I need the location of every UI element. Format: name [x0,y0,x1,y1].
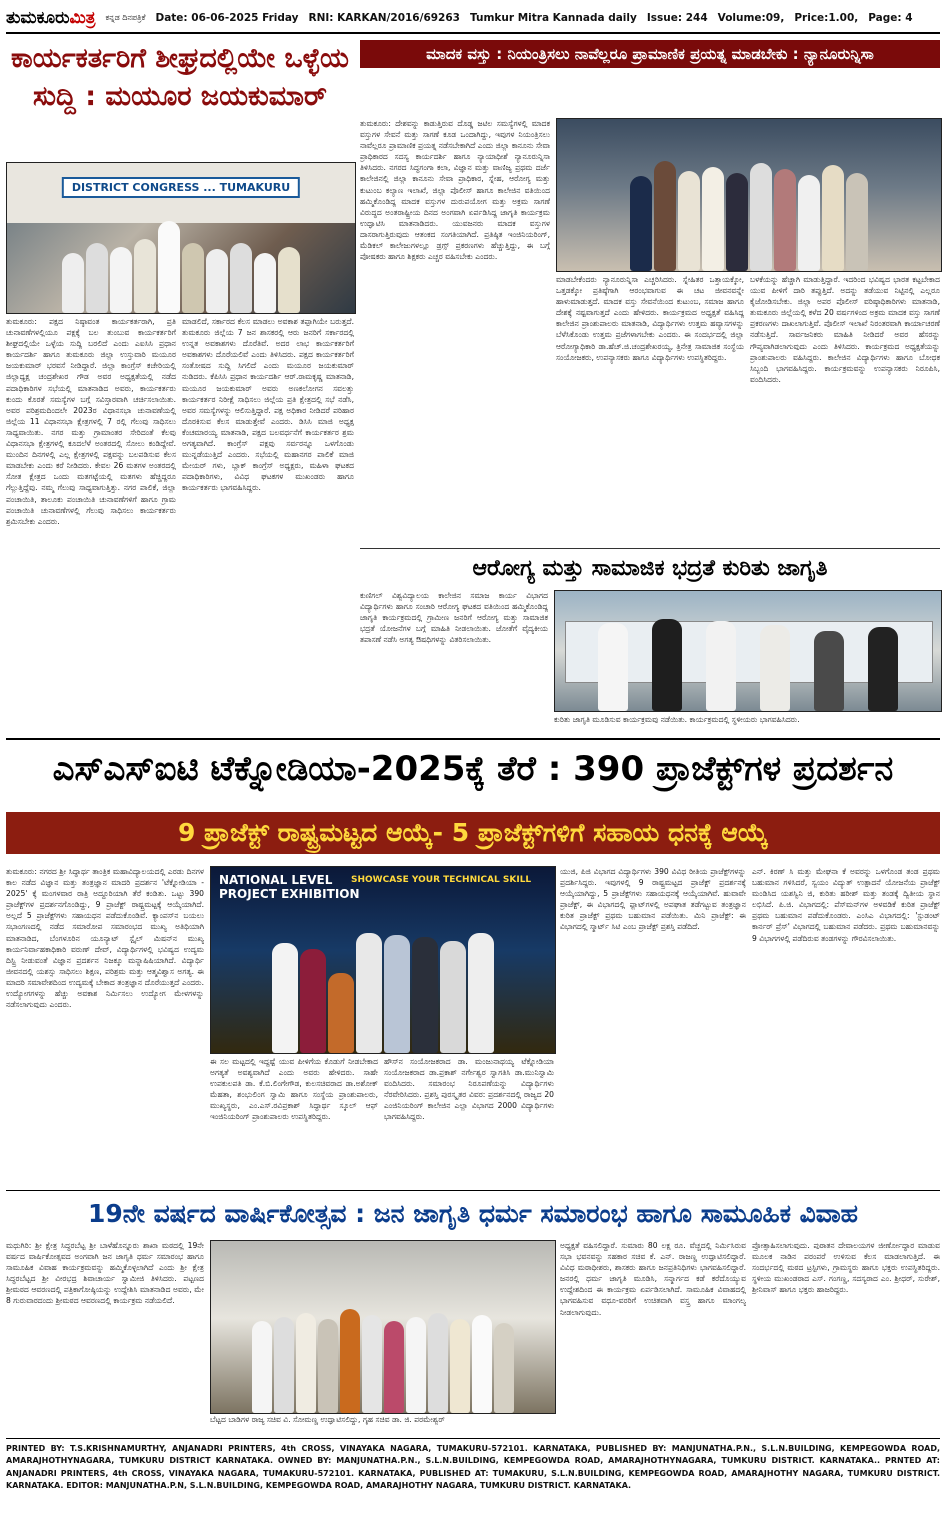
story5-column-3 [752,1240,940,1432]
story4-column-5 [752,866,940,1186]
masthead [6,4,940,34]
story2-photo [556,118,942,272]
story4-column-2 [210,1056,378,1186]
story5-headline: 19ನೇ ವರ್ಷದ ವಾರ್ಷಿಕೋತ್ಸವ : ಜನ ಜಾಗೃತಿ ಧರ್ಮ ಸಮಾರಂಭ ಹಾಗೂ ಸಾಮೂಹಿಕ ವಿವಾಹ [88,1199,858,1228]
story2-text-2: ಮಾಡಬೇಕೆಂದರು ನ್ಯಾನೂರುನ್ನಿಸಾ ಎಚ್ಚರಿಸಿದರು. ಸ್ನೇಹಿತರ ಒತ್ತಾಯಕ್ಕೋ, ಒತ್ತಡಕ್ಕೋ ಪ್ರತಿಷ್ಠೆಗಾಗಿ ಆರಂಭವಾಗುವ ಈ ಚಟ ಜೀವನವನ್ನೇ ಹಾಳುಮಾಡುತ್ತದೆ. ಮಾದಕ ವಸ್ತು ಸೇವನೆಯಿಂದ ಕುಟುಂಬ, ಸಮಾಜ ಹಾಗೂ ದೇಶಕ್ಕೆ ನಷ್ಟವಾಗುತ್ತದೆ ಎಂದು ಹೇಳಿದರು. ಕಾರ್ಯಕ್ರಮದ ಅಧ್ಯಕ್ಷತೆ ವಹಿಸಿದ್ದ ಕಾಲೇಜಿನ ಪ್ರಾಂಶುಪಾಲರು ಮಾತನಾಡಿ, ವಿದ್ಯಾರ್ಥಿಗಳು ಉತ್ತಮ ಹವ್ಯಾಸಗಳನ್ನು ಬೆಳೆಸಿಕೊಂಡು ಉತ್ತಮ ಪ್ರಜೆಗಳಾಗಬೇಕು ಎಂದರು. ಈ ಸಂದರ್ಭದಲ್ಲಿ ಜಿಲ್ಲಾ ಆರೋಗ್ಯಾಧಿಕಾರಿ ಡಾ.ಹೆಚ್.ಜಿ.ಚಂದ್ರಶೇಖರಯ್ಯ, ತ್ರಿನೇತ್ರ ಸಾಮಾಜಿಕ ಸಂಸ್ಥೆಯ ಸಂಯೋಜಕರು, ಉಪನ್ಯಾಸಕರು ಹಾಗೂ ವಿದ್ಯಾರ್ಥಿಗಳು ಉಪಸ್ಥಿತರಿದ್ದರು. [556,275,744,362]
story5-text-1: ಮಧುಗಿರಿ: ಶ್ರೀ ಕ್ಷೇತ್ರ ಸಿದ್ಧರಬೆಟ್ಟ ಶ್ರೀ ಬಾಳೆಹೊನ್ನೂರು ಶಾಖಾ ಮಠದಲ್ಲಿ 19ನೇ ವರ್ಷದ ವಾರ್ಷಿಕೋತ್ಸವದ ಅಂಗವಾಗಿ ಜನ ಜಾಗೃತಿ ಧರ್ಮ ಸಮಾರಂಭ ಹಾಗೂ ಸಾಮೂಹಿಕ ವಿವಾಹ ಕಾರ್ಯಕ್ರಮವನ್ನು ಹಮ್ಮಿಕೊಳ್ಳಲಾಗಿದೆ ಎಂದು ಶ್ರೀ ಕ್ಷೇತ್ರ ಸಿದ್ಧರಬೆಟ್ಟದ ಶ್ರೀ ವೀರಭದ್ರ ಶಿವಾಚಾರ್ಯ ಸ್ವಾಮೀಜಿ ತಿಳಿಸಿದರು. ಪಟ್ಟಣದ ಶ್ರೀಮಠದ ಆವರಣದಲ್ಲಿ ಪತ್ರಿಕಾಗೋಷ್ಠಿಯನ್ನು ಉದ್ದೇಶಿಸಿ ಮಾತನಾಡಿದ ಅವರು, ಮೇ 8 ಗುರುವಾರದಂದು ಶ್ರೀಮಠದ ಆವರಣದಲ್ಲಿ ಕಾರ್ಯಕ್ರಮ ನಡೆಯಲಿದೆ. [6,1241,204,1306]
paper-name: Tumkur Mitra Kannada daily [469,12,637,24]
story1-column-2 [182,316,354,734]
section-divider [6,738,940,740]
tagline: ಕನ್ನಡ ದಿನಪತ್ರಿಕೆ [105,13,146,22]
story4-column-4 [560,866,746,1186]
story4-text-1: ತುಮಕೂರು: ನಗರದ ಶ್ರೀ ಸಿದ್ಧಾರ್ಥ ತಾಂತ್ರಿಕ ಮಹಾವಿದ್ಯಾಲಯದಲ್ಲಿ ಎರಡು ದಿನಗಳ ಕಾಲ ನಡೆದ ವಿಜ್ಞಾನ ಮತ್ತು ತಂತ್ರಜ್ಞಾನ ಮಾದರಿ ಪ್ರದರ್ಶನ 'ಟೆಕ್ನೋಡಿಯಾ - 2025' ಕ್ಕೆ ಮಂಗಳವಾರ ರಾತ್ರಿ ಅದ್ದೂರಿಯಾಗಿ ತೆರೆ ಕಂಡಿತು. ಒಟ್ಟು 390 ಪ್ರಾಜೆಕ್ಟ್‌ಗಳ ಪ್ರದರ್ಶನಗೊಂಡಿದ್ದು, 9 ಪ್ರಾಜೆಕ್ಟ್ ರಾಷ್ಟ್ರಮಟ್ಟಕ್ಕೆ ಆಯ್ಕೆಯಾಗಿದೆ. ಅಲ್ಲದೆ 5 ಪ್ರಾಜೆಕ್ಟ್‌ಗಳು ಸಹಾಯಧನ ಪಡೆದುಕೊಂಡಿವೆ. ಕ್ಯಾಂಪಸ್‌ನ ಬಯಲು ಸಭಾಂಗಣದಲ್ಲಿ ನಡೆದ ಸಮಾರೋಪ ಸಮಾರಂಭದ ಮುಖ್ಯ ಅತಿಥಿಯಾಗಿ ಮಾತನಾಡಿದ, ಬೆಂಗಳೂರಿನ ಯೂನ್ಯಾಟ್ ಸ್ಟೈಲ್ ಮಿಷನ್‌ನ ಮುಖ್ಯ ಕಾರ್ಯನಿರ್ವಾಹಕಾಧಿಕಾರಿ ವರುಣ್ ದೇವ್, ವಿದ್ಯಾರ್ಥಿಗಳಲ್ಲಿ ಭವಿಷ್ಯದ ಉದ್ಯಮ ದಿಸ್ಟ್ರಿ ನೀಡುವಂತೆ ವಿಜ್ಞಾನ ಪ್ರದರ್ಶನ ನಿಜಕ್ಕೂ ಮನ್ನಾಷಿಷಿಯಾಗಿದೆ. ವಿದ್ಯಾರ್ಥಿ ಜೀವನದಲ್ಲಿ ಯಶಸ್ಸು ಸಾಧಿಸಲು ಶಿಕ್ಷಣ, ಪರಿಶ್ರಮ ಮತ್ತು ಆತ್ಮವಿಶ್ವಾಸ ಅಗತ್ಯ. ಈ ಮಾದರಿ ಸಮಾವೇಶದಿಂದ ಉದ್ಯಮಕ್ಕೆ ಬೇಕಾದ ತಂತ್ರಜ್ಞಾನ ದೊರೆಯುತ್ತದೆ ಎಂದರು. ಉದ್ಯೋಗಗಳನ್ನು ಹೆಚ್ಚು ಅವಕಾಶ ನಿರ್ಮಿಸಲು ಉದ್ಯೋಗ ಮೇಳಗಳನ್ನು ನಡೆಸಲಾಗುವುದು ಎಂದರು. [6,867,204,1010]
photo-banner-showcase: SHOWCASE YOUR TECHNICAL SKILL [351,875,532,885]
story4-headline: ಎಸ್‌ಎಸ್‌ಐಟಿ ಟೆಕ್ನೋಡಿಯಾ-2025ಕ್ಕೆ ತೆರೆ : 390 ಪ್ರಾಜೆಕ್ಟ್‌ಗಳ ಪ್ರದರ್ಶನ [52,749,894,789]
story2-column-2 [556,274,744,540]
story3-text-1: ಕುಣಿಗಲ್ ವಿಶ್ವವಿದ್ಯಾಲಯ ಕಾಲೇಜಿನ ಸಮಾಜ ಕಾರ್ಯ ವಿಭಾಗದ ವಿದ್ಯಾರ್ಥಿಗಳು ಹಾಗೂ ಸಂಚಾರಿ ಆರೋಗ್ಯ ಘಟಕದ ವತಿಯಿಂದ ಹಮ್ಮಿಕೊಂಡಿದ್ದ ಜಾಗೃತಿ ಕಾರ್ಯಕ್ರಮದಲ್ಲಿ ಗ್ರಾಮೀಣ ಜನರಿಗೆ ಆರೋಗ್ಯ ಮತ್ತು ಸಾಮಾಜಿಕ ಭದ್ರತೆ ಯೋಜನೆಗಳ ಬಗ್ಗೆ ಮಾಹಿತಿ ನೀಡಲಾಯಿತು. ಜೋತೆಗೆ ವೈದ್ಯಕೀಯ ತಪಾಸಣೆ ನಡೆಸಿ ಅಗತ್ಯ ಔಷಧಿಗಳನ್ನು ವಿತರಿಸಲಾಯಿತು. [360,591,548,645]
photo-sign-district-congress: DISTRICT CONGRESS ... TUMAKURU [62,177,300,198]
story1-text-2: ಮಾಡಲಿದೆ, ಸರ್ಕಾರದ ಕೆಲಸ ಮಾಡಲು ಅವಕಾಶ ತಪ್ಪಾಗಿಯೇ ಬರುತ್ತದೆ. ತುಮಕೂರು ಜಿಲ್ಲೆಯ 7 ಜನ ಶಾಸಕರಲ್ಲಿ ಆರು ಜನರಿಗೆ ಸರ್ಕಾರದಲ್ಲಿ ಉನ್ನತ ಅವಕಾಶಗಳು ದೊರೆತಿವೆ. ಅದರ ಲಾಭ ಕಾರ್ಯಕರ್ತರಿಗೆ ಅವಕಾಶಗಳು ದೊರೆಯಲಿವೆ ಎಂದು ತಿಳಿಸಿದರು. ಪಕ್ಷದ ಕಾರ್ಯಕರ್ತರಿಗೆ ಸಂತೋಷದ ಸುದ್ದಿ ಸಿಗಲಿದೆ ಎಂದು ಮಯೂರ ಜಯಕುಮಾರ್ ನುಡಿದರು. ಕೆಪಿಸಿಸಿ ಪ್ರಧಾನ ಕಾರ್ಯದರ್ಶಿ ಆರ್.ರಾಮಕೃಷ್ಣ ಮಾತನಾಡಿ, ಮಯೂರ ಜಯಕುಮಾರ್ ಅವರು ಅಣಕಲೋಗನ ಸವಲತ್ತು ಕಾರ್ಯಕರ್ತರ ನಿರೀಕ್ಷೆ ಸಾಧಿಸಲು ಜಿಲ್ಲೆಯ ಪ್ರತಿ ಕ್ಷೇತ್ರದಲ್ಲಿ ಸಭೆ ನಡೆಸಿ, ಅವರ ಸಮಸ್ಯೆಗಳನ್ನು ಆಲಿಸುತ್ತಿದ್ದಾರೆ. ಪಕ್ಷ ಅಧಿಕಾರ ನೀಡಿದರೆ ಪರಿಹಾರ ದೊರಕಿಸುವ ಕೆಲಸ ಮಾಡುತ್ತೇವೆ ಎಂದರು. ಡಿಸಿಸಿ ಮಾಜಿ ಅಧ್ಯಕ್ಷ ಕೆಂಚಮಾರಯ್ಯ ಮಾತನಾಡಿ, ಪಕ್ಷದ ಬಲವರ್ಧನೆಗೆ ಕಾರ್ಯಕರ್ತರ ಶ್ರಮ ಅಗತ್ಯವಾಗಿದೆ. ಕಾಂಗ್ರೆಸ್ ಪಕ್ಷವು ಸರ್ವರನ್ನೂ ಒಳಗೊಂಡು ಮುನ್ನಡೆಯುತ್ತಿದೆ ಎಂದರು. ಸಭೆಯಲ್ಲಿ ಮಹಾನಗರ ಪಾಲಿಕೆ ಮಾಜಿ ಮೇಯರ್ ಗಳು, ಬ್ಲಾಕ್ ಕಾಂಗ್ರೆಸ್ ಅಧ್ಯಕ್ಷರು, ಮಹಿಳಾ ಘಟಕದ ಪದಾಧಿಕಾರಿಗಳು, ವಿವಿಧ ಘಟಕಗಳ ಮುಖಂಡರು ಹಾಗೂ ಕಾರ್ಯಕರ್ತರು ಭಾಗವಹಿಸಿದ್ದರು. [182,317,354,493]
issue-number: Issue: 244 [646,12,708,24]
price: Price:1.00, [794,12,859,24]
story5-caption-text: ಬೆಟ್ಟದ ಬಾಡಿಗಳ ರಾಜ್ಯ ಸಚಿವ ವಿ. ಸೋಮಣ್ಣ ಉದ್ಘಾಟಿಸಲಿದ್ದು, ಗೃಹ ಸಚಿವ ಡಾ. ಜಿ. ಪರಮೇಶ್ವರ್ [210,1415,445,1424]
story3-text-2: ಕುರಿತು ಜಾಗೃತಿ ಮೂಡಿಸುವ ಕಾರ್ಯಕ್ರಮವು ನಡೆಯಿತು. ಕಾರ್ಯಕ್ರಮದಲ್ಲಿ ಸ್ಥಳೀಯರು ಭಾಗವಹಿಸಿದರು. [554,715,800,724]
story4-text-3: ಹೌಸ್‌ನ ಸಂಯೋಜಕರಾದ ಡಾ. ಮಂಜುನಾಥಯ್ಯ ಟೆಕ್ನೋಡಿಯಾ ಸಂಯೋಜಕರಾದ ಡಾ.ಪ್ರಕಾಶ್ ನರ್ಗೇಶ್ವರ ಸ್ವಾಗತಿಸಿ ಡಾ.ಮುನಿಸ್ವಾಮಿ ವಂದಿಸಿದರು. ಸಮಾರಂಭ ನಿರೂಪಣೆಯನ್ನು ವಿದ್ಯಾರ್ಥಿಗಳು ನೆರವೇರಿಸಿದರು. ಪ್ರಶಸ್ತಿ ಪುರಸ್ಕೃತರ ವಿವರ: ಪ್ರದರ್ಶನದಲ್ಲಿ ರಾಜ್ಯದ 20 ಎಂಜಿನಿಯರಿಂಗ್ ಕಾಲೇಜಿನ ಎಲ್ಲಾ ವಿಭಾಗದ 2000 ವಿದ್ಯಾರ್ಥಿಗಳು ಭಾಗವಹಿಸಿದ್ದರು. [384,1057,554,1122]
page-number: Page: 4 [868,12,913,24]
section-divider-2 [6,1190,940,1191]
imprint-footer: PRINTED BY: T.S.KRISHNAMURTHY, ANJANADRI PRINTERS, 4th CROSS, VINAYAKA NAGARA, TUMAKURU-572101. KARNATAKA, PUBLISHED BY: MANJUNATHA.P.N., S.L.N.BUILDING, KEMPEGOWDA ROAD, AMARAJHOTHYNAGARA, TUMKURU DISTRICT KARNATAKA. OWNED BY: MANJUNATHA.P.N., S.L.N.BUILDING, KEMPEGOWDA ROAD, AMARAJHOTHYNAGARA, TUMKURU DISTRICT. KARNATAKA.. PRNTED AT: ANJANADRI PRINTERS, 4th CROSS, VINAYAKA NAGARA, TUMAKURU-572101. KARNATAKA, PUBLISHED AT: TUMAKURU, S.L.N.BUILDING, KEMPEGOWDA ROAD, AMARAJHOTHY NAGARA, TUMKURU DISTRICT. KARNATAKA. EDITOR: MANJUNATHA.P.N, S.L.N.BUILDING, KEMPEGOWDA ROAD, AMARAJHOTHY NAGARA, TUMKURU DISTRICT. KARNATAKA. [6,1438,940,1493]
story2-column-3 [750,274,940,540]
rni-number: RNI: KARKAN/2016/69263 [308,12,460,24]
story5-photo [210,1240,556,1414]
story1-text-1: ತುಮಕೂರು: ಪಕ್ಷದ ನಿಷ್ಠಾವಂತ ಕಾರ್ಯಕರ್ತರಾಗಿ, ಪ್ರತಿ ಚುನಾವಣೆಗಳಲ್ಲಿಯೂ ಪಕ್ಷಕ್ಕೆ ಬಲ ತುಂಬುವ ಕಾರ್ಯಕರ್ತರಿಗೆ ಶೀಘ್ರದಲ್ಲಿಯೇ ಒಳ್ಳೆಯ ಸುದ್ದಿ ಬರಲಿದೆ ಎಂದು ಎಐಸಿಸಿ ಪ್ರಧಾನ ಕಾರ್ಯದರ್ಶಿ ಹಾಗೂ ತುಮಕೂರು ಜಿಲ್ಲಾ ಉಸ್ತುವಾರಿ ಮಯೂರ ಜಯಕುಮಾರ್ ಭರವಸೆ ನೀಡಿದ್ದಾರೆ. ಜಿಲ್ಲಾ ಕಾಂಗ್ರೆಸ್ ಕಚೇರಿಯಲ್ಲಿ ಜಿಲ್ಲಾಧ್ಯಕ್ಷ ಚಂದ್ರಶೇಖರ ಗೌಡ ಅವರ ಅಧ್ಯಕ್ಷತೆಯಲ್ಲಿ ನಡೆದ ಪದಾಧಿಕಾರಿಗಳ ಸಭೆಯಲ್ಲಿ ಮಾತನಾಡಿದ ಅವರು, ಕಾರ್ಯಕರ್ತರು ಕುಂದು ಕೊರತೆ ಸಮಸ್ಯೆಗಳ ಬಗ್ಗೆ ಸವಿಸ್ತಾರವಾಗಿ ಚರ್ಚಿಸಲಾಯಿತು. ಅವರ ಪರಿಶ್ರಮದಿಂದಲೇ 2023ರ ವಿಧಾನಸಭಾ ಚುನಾವಣೆಯಲ್ಲಿ ಜಿಲ್ಲೆಯ 11 ವಿಧಾನಸಭಾ ಕ್ಷೇತ್ರಗಳಲ್ಲಿ 7 ರಲ್ಲಿ ಗೆಲುವು ಸಾಧಿಸಲು ಸಾಧ್ಯವಾಯಿತು. ನಗರ ಮತ್ತು ಗ್ರಾಮಾಂತರ ಸೇರಿದಂತೆ ಕೆಲವು ವಿಧಾನಸಭಾ ಕ್ಷೇತ್ರಗಳಲ್ಲಿ ಕೂದಲೆಳೆ ಅಂತರದಲ್ಲಿ ಸೋಲು ಕಂಡಿದ್ದೇವೆ. ಮುಂದಿನ ದಿನಗಳಲ್ಲಿ ಎಲ್ಲ ಕ್ಷೇತ್ರಗಳಲ್ಲಿ ಪಕ್ಷವನ್ನು ಬಲಪಡಿಸುವ ಕೆಲಸ ಮಾಡಬೇಕು ಎಂದು ಕರೆ ನೀಡಿದರು. ಕೇವಲ 26 ಮತಗಳ ಅಂತರದಲ್ಲಿ ಸೋತ ಕ್ಷೇತ್ರದ ಒಂದು ಮತಗಟ್ಟೆಯಲ್ಲಿ ಮತಗಳು ಹೆಚ್ಚಿದ್ದರೂ ಗೆಲ್ಲುತ್ತಿದ್ದೆವು. ನಮ್ಮ ಗೆಲುವು ಸಾಧ್ಯವಾಗುತ್ತಿತ್ತು. ನಗರ ಪಾಲಿಕೆ, ಜಿಲ್ಲಾ ಪಂಚಾಯಿತಿ, ತಾಲೂಕು ಪಂಚಾಯಿತಿ ಚುನಾವಣೆಗಳಿಗೆ ಹಾಗೂ ಗ್ರಾಮ ಪಂಚಾಯಿತಿ ಚುನಾವಣೆಗಳಲ್ಲಿ ಗೆಲುವು ಸಾಧಿಸಲು ಕಾರ್ಯಕರ್ತರು ಶ್ರಮಿಸಬೇಕು ಎಂದರು. [6,317,176,526]
story5-column-2 [560,1240,746,1432]
story3-headline: ಆರೋಗ್ಯ ಮತ್ತು ಸಾಮಾಜಿಕ ಭದ್ರತೆ ಕುರಿತು ಜಾಗೃತಿ [360,548,940,587]
story3-column-1 [360,590,548,736]
story4-subheadline: 9 ಪ್ರಾಜೆಕ್ಟ್ ರಾಷ್ಟ್ರಮಟ್ಟದ ಆಯ್ಕೆ- 5 ಪ್ರಾಜೆಕ್ಟ್‌ಗಳಿಗೆ ಸಹಾಯ ಧನಕ್ಕೆ ಆಯ್ಕೆ [6,812,940,854]
story4-text-5: ಎನ್. ಕಿರಣ್ ಸಿ ಮತ್ತು ಮೇಘನಾ ಕೆ ಅವರನ್ನು ಒಳಗೊಂಡ ತಂಡ ಪ್ರಥಮ ಬಹುಮಾನ ಗಳಿಸಿದರೆ, ಸ್ವಯಂ ವಿದ್ಯುತ್ ಉತ್ಪಾದನೆ ಯೋಜನೆಯ ಪ್ರಾಜೆಕ್ಟ್ ಮಂಡಿಸಿದ ಯಶಸ್ವಿನಿ ಜಿ, ಕುರಿತು ಹರೀಶ್ ಮತ್ತು ತಂಡಕ್ಕೆ ದ್ವಿತೀಯ ಸ್ಥಾನ ಲಭಿಸಿದೆ. ಪಿ.ಜಿ. ವಿಭಾಗದಲ್ಲಿ: ಪೆಸ್‌ಮನ್‌ಗಳ ಅಳವಡಿಕೆ ಕುರಿತ ಪ್ರಾಜೆಕ್ಟ್ ಪ್ರಥಮ ಬಹುಮಾನ ಪಡೆದುಕೊಂಡರು. ಎಂಸಿಎ ವಿಭಾಗದಲ್ಲಿ: 'ಸ್ಟುಡಂಟ್ ಕಾರ್ನರ್ ಪ್ರೆಸ್' ವಿಭಾಗದಲ್ಲಿ ಬಹುಮಾನ ಪಡೆದರು. ಪ್ರಥಮ ಬಹುಮಾನವನ್ನು 9 ವಿಭಾಗಗಳಲ್ಲಿ ಪಡೆದಿರುವ ತಂಡಗಳನ್ನು ಗೌರವಿಸಲಾಯಿತು. [752,867,940,943]
story1-photo [6,162,356,314]
newspaper-logo [6,8,95,28]
volume-number: Volume:09, [717,12,785,24]
story2-text-3: ಬಳಕೆಯನ್ನು ಹೆಚ್ಚಾಗಿ ಮಾಡುತ್ತಿದ್ದಾರೆ. ಇದರಿಂದ ಭವಿಷ್ಯದ ಭಾರತ ಕಟ್ಟಬೇಕಾದ ಯುವ ಪೀಳಿಗೆ ದಾರಿ ತಪ್ಪುತ್ತಿದೆ. ಅದನ್ನು ತಡೆಯುವ ನಿಟ್ಟಿನಲ್ಲಿ ಎಲ್ಲರೂ ಕೈಜೋಡಿಸಬೇಕು. ಜಿಲ್ಲಾ ಅಪರ ಪೊಲೀಸ್ ವರಿಷ್ಠಾಧಿಕಾರಿಗಳು ಮಾತನಾಡಿ, ತುಮಕೂರು ಜಿಲ್ಲೆಯಲ್ಲಿ ಕಳೆದ 20 ವರ್ಷಗಳಿಂದ ಅಕ್ರಮ ಮಾದಕ ವಸ್ತು ಸಾಗಣೆ ಪ್ರಕರಣಗಳು ದಾಖಲಾಗುತ್ತಿವೆ. ಪೊಲೀಸ್ ಇಲಾಖೆ ನಿರಂತರವಾಗಿ ಕಾರ್ಯಾಚರಣೆ ನಡೆಸುತ್ತಿದೆ. ಸಾರ್ವಜನಿಕರು ಮಾಹಿತಿ ನೀಡಿದರೆ ಅವರ ಹೆಸರನ್ನು ಗೌಪ್ಯವಾಗಿಡಲಾಗುವುದು ಎಂದು ತಿಳಿಸಿದರು. ಕಾರ್ಯಕ್ರಮದ ಅಧ್ಯಕ್ಷತೆಯನ್ನು ಪ್ರಾಂಶುಪಾಲರು ವಹಿಸಿದ್ದರು. ಕಾಲೇಜಿನ ವಿದ್ಯಾರ್ಥಿಗಳು ಹಾಗೂ ಬೋಧಕ ಸಿಬ್ಬಂದಿ ಭಾಗವಹಿಸಿದ್ದರು. ಕಾರ್ಯಕ್ರಮವನ್ನು ಉಪನ್ಯಾಸಕರು ನಿರೂಪಿಸಿ, ವಂದಿಸಿದರು. [750,275,940,384]
story5-text-3: ಪ್ರೋತ್ಸಾಹಿಸಲಾಗುವುದು. ಪುರಾತನ ದೇವಾಲಯಗಳ ಜೀರ್ಣೋದ್ಧಾರ ಮಾಡುವ ಮೂಲಕ ನಾಡಿನ ಪರಂಪರೆ ಉಳಿಸುವ ಕೆಲಸ ಮಾಡಲಾಗುತ್ತಿದೆ. ಈ ಸಂದರ್ಭದಲ್ಲಿ ಮಠದ ಟ್ರಸ್ಟಿಗಳು, ಗ್ರಾಮಸ್ಥರು ಹಾಗೂ ಭಕ್ತರು ಉಪಸ್ಥಿತರಿದ್ದರು. ಸ್ಥಳೀಯ ಮುಖಂಡರಾದ ಎಸ್. ಗಂಗಣ್ಣ, ಸದಸ್ಯರಾದ ಎಂ. ಶ್ರೀಧರ್, ಸುರೇಶ್, ಶ್ರೀನಿವಾಸ್ ಹಾಗೂ ಭಕ್ತರು ಹಾಜರಿದ್ದರು. [752,1241,940,1295]
story4-text-4: ಯುಜಿ, ಪಿಜಿ ವಿಭಾಗದ ವಿದ್ಯಾರ್ಥಿಗಳು 390 ವಿವಿಧ ರೀತಿಯ ಪ್ರಾಜೆಕ್ಟ್‌ಗಳನ್ನು ಪ್ರದರ್ಶಿಸಿದ್ದರು. ಇವುಗಳಲ್ಲಿ 9 ರಾಷ್ಟ್ರಮಟ್ಟದ ಪ್ರಾಜೆಕ್ಟ್ ಪ್ರದರ್ಶನಕ್ಕೆ ಆಯ್ಕೆಯಾಗಿದ್ದು, 5 ಪ್ರಾಜೆಕ್ಟ್‌ಗಳು ಸಹಾಯಧನಕ್ಕೆ ಆಯ್ಕೆಯಾಗಿವೆ. ಹುವಾವೇ ಪ್ರಾಜೆಕ್ಟ್, ಈ ವಿಭಾಗದಲ್ಲಿ ಫ್ಲಾಟ್‌ಗಳಲ್ಲಿ ಅಪಘಾತ ತಡೆಗಟ್ಟುವ ತಂತ್ರಜ್ಞಾನ ಕುರಿತ ಪ್ರಾಜೆಕ್ಟ್ ಪ್ರಥಮ ಬಹುಮಾನ ಪಡೆಯಿತು. ಮಿನಿ ಪ್ರಾಜೆಕ್ಟ್: ಈ ವಿಭಾಗದಲ್ಲಿ ಸ್ಮಾರ್ಟ್ ಸಿಟಿ ಎಂಬ ಪ್ರಾಜೆಕ್ಟ್ ಪ್ರಶಸ್ತಿ ಪಡೆದಿದೆ. [560,867,746,932]
story5-caption [210,1414,554,1436]
story5-text-2: ಅಧ್ಯಕ್ಷತೆ ವಹಿಸಲಿದ್ದಾರೆ. ಸುಮಾರು 80 ಲಕ್ಷ ರೂ. ವೆಚ್ಚದಲ್ಲಿ ನಿರ್ಮಿಸಿರುವ ಸಭಾ ಭವನವನ್ನು ಸಹಕಾರ ಸಚಿವ ಕೆ. ಎನ್. ರಾಜಣ್ಣ ಉದ್ಘಾಟಿಸಲಿದ್ದಾರೆ. ವಿವಿಧ ಮಠಾಧೀಶರು, ಶಾಸಕರು ಹಾಗೂ ಜನಪ್ರತಿನಿಧಿಗಳು ಭಾಗವಹಿಸಲಿದ್ದಾರೆ. ಜನರಲ್ಲಿ ಧರ್ಮ ಜಾಗೃತಿ ಮೂಡಿಸಿ, ಸನ್ಮಾರ್ಗದ ಕಡೆ ಕರೆದೊಯ್ಯುವ ಉದ್ದೇಶದಿಂದ ಈ ಕಾರ್ಯಕ್ರಮ ಏರ್ಪಡಿಸಲಾಗಿದೆ. ಸಾಮೂಹಿಕ ವಿವಾಹದಲ್ಲಿ ಭಾಗವಹಿಸುವ ವಧೂ-ವರರಿಗೆ ಉಚಿತವಾಗಿ ವಸ್ತ್ರ ಹಾಗೂ ಮಾಂಗಲ್ಯ ನೀಡಲಾಗುವುದು. [560,1241,746,1317]
story2-headline: ಮಾದಕ ವಸ್ತು : ನಿಯಂತ್ರಿಸಲು ನಾವೆಲ್ಲರೂ ಪ್ರಾಮಾಣಿಕ ಪ್ರಯತ್ನ ಮಾಡಬೇಕು : ನ್ಯಾನೂರುನ್ನಿಸಾ [360,40,940,68]
story2-text-1: ತುಮಕೂರು: ದೇಶವನ್ನು ಕಾಡುತ್ತಿರುವ ದೊಡ್ಡ ಜಟಿಲ ಸಮಸ್ಯೆಗಳಲ್ಲಿ ಮಾದಕ ವಸ್ತುಗಳ ಸೇವನೆ ಮತ್ತು ಸಾಗಣೆ ಕೂಡ ಒಂದಾಗಿದ್ದು, ಇವುಗಳ ನಿಯಂತ್ರಿಸಲು ನಾವೆಲ್ಲರೂ ಪ್ರಾಮಾಣಿಕ ಪ್ರಯತ್ನ ನಡೆಸಬೇಕಾಗಿದೆ ಎಂದು ಜಿಲ್ಲಾ ಕಾನೂನು ಸೇವಾ ಪ್ರಾಧಿಕಾರದ ಸದಸ್ಯ ಕಾರ್ಯದರ್ಶಿ ಹಾಗೂ ನ್ಯಾಯಾಧೀಶೆ ನ್ಯಾನೂರುನ್ನಿಸಾ ತಿಳಿಸಿದರು. ನಗರದ ಸಿದ್ಧಗಂಗಾ ಕಲಾ, ವಿಜ್ಞಾನ ಮತ್ತು ವಾಣಿಜ್ಯ ಪ್ರಥಮ ದರ್ಜೆ ಕಾಲೇಜಿನಲ್ಲಿ ಜಿಲ್ಲಾ ಕಾನೂನು ಸೇವಾ ಪ್ರಾಧಿಕಾರ, ಸ್ನೇಹ, ಆರೋಗ್ಯ ಮತ್ತು ಕುಟುಂಬ ಕಲ್ಯಾಣ ಇಲಾಖೆ, ಜಿಲ್ಲಾ ಪೊಲೀಸ್ ಹಾಗೂ ಕಾಲೇಜಿನ ವತಿಯಿಂದ ಹಮ್ಮಿಕೊಂಡಿದ್ದ ಮಾದಕ ವಸ್ತುಗಳ ದುರುಪಯೋಗ ಮತ್ತು ಅಕ್ರಮ ಸಾಗಣೆ ವಿರುದ್ಧದ ಅಂತರಾಷ್ಟ್ರೀಯ ದಿನದ ಅಂಗವಾಗಿ ಏರ್ಪಡಿಸಿದ್ದ ಜಾಗೃತಿ ಕಾರ್ಯಕ್ರಮ ಉದ್ಘಾಟಿಸಿ ಮಾತನಾಡಿದರು. ಯುವಜನರು ಮಾದಕ ವಸ್ತುಗಳ ದಾಸರಾಗುತ್ತಿರುವುದು ಆತಂಕದ ಸಂಗತಿಯಾಗಿದೆ. ಪ್ರತಿಷ್ಠಿತ ಇಂಜಿನಿಯರಿಂಗ್, ಮೆಡಿಕಲ್ ಕಾಲೇಜುಗಳಲ್ಲೂ ಡ್ರಗ್ಸ್ ಪ್ರಕರಣಗಳು ಹೆಚ್ಚುತ್ತಿದ್ದು, ಈ ಬಗ್ಗೆ ಪೋಷಕರು ಹಾಗೂ ಶಿಕ್ಷಕರು ಎಚ್ಚರ ವಹಿಸಬೇಕು ಎಂದರು. [360,119,550,262]
story4-text-2: ಈ ಸಲ ಮಟ್ಟದಲ್ಲಿ ಇದ್ದಷ್ಟೆ ಯುವ ಪೀಳಿಗೆಯ ಕೊಡುಗೆ ನೀಡಬೇಕಾದ ಅಗತ್ಯತೆ ಅವಶ್ಯವಾಗಿದೆ ಎಂದು ಅವರು ಹೇಳಿದರು. ಸಾಹೇ ಉಪಕುಲಪತಿ ಡಾ. ಕೆ.ಬಿ.ಲಿಂಗೇಗೌಡ, ಕುಲಸಚಿವರಾದ ಡಾ.ಅಶೋಕ್ ಮೆಹತಾ, ಶಂಭುಲಿಂಗ ಸ್ವಾಮಿ ಹಾಗೂ ಸಂಸ್ಥೆಯ ಪ್ರಾಂಶುಪಾಲರು, ಮುಖ್ಯಸ್ಥರು, ಎಂ.ಎಸ್.ರವಿಪ್ರಕಾಶ್ ಸಿದ್ಧಾರ್ಥ ಸ್ಕೂಲ್ ಆಫ್ ಇಂಜಿನಿಯರಿಂಗ್ ಪ್ರಾಂಶುಪಾಲರು ಉಪಸ್ಥಿತರಿದ್ದರು. [210,1057,378,1122]
story4-column-3 [384,1056,554,1186]
story4-photo [210,866,556,1054]
logo-part-a: ತುಮಕೂರು [6,8,70,28]
story3-photo [554,590,942,712]
story1-headline: ಕಾರ್ಯಕರ್ತರಿಗೆ ಶೀಘ್ರದಲ್ಲಿಯೇ ಒಳ್ಳೆಯ ಸುದ್ದಿ : ಮಯೂರ ಜಯಕುಮಾರ್ [11,43,349,112]
logo-part-b: ಮಿತ್ರ [69,8,96,28]
story4-column-1 [6,866,204,1186]
story1-column-1 [6,316,176,734]
story3-column-2 [554,714,940,738]
photo-banner-national-level: NATIONAL LEVEL PROJECT EXHIBITION [219,873,360,901]
issue-date: Date: 06-06-2025 Friday [155,12,299,24]
story2-column-1 [360,118,550,538]
story5-column-1 [6,1240,204,1432]
